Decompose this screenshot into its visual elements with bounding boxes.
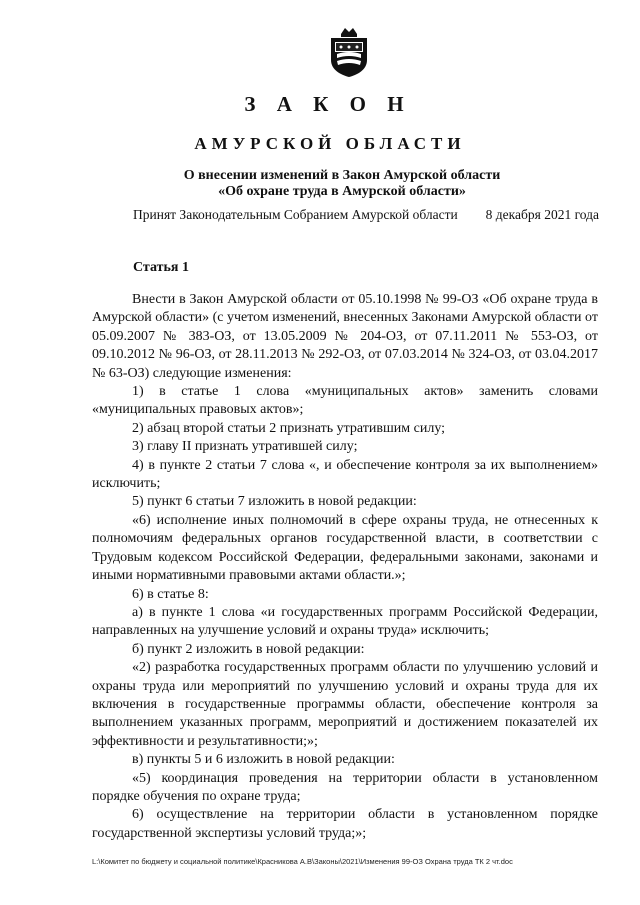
- paragraph: 5) пункт 6 статьи 7 изложить в новой редакции:: [132, 494, 417, 510]
- adoption-date: 8 декабря 2021 года: [485, 207, 599, 222]
- paragraph: в) пункты 5 и 6 изложить в новой редакции:: [132, 752, 395, 768]
- subtitle-line: О внесении изменений в Закон Амурской области: [183, 168, 501, 183]
- document-title: З А К О Н: [244, 92, 412, 116]
- paragraph: 6) в статье 8:: [132, 586, 209, 602]
- paragraph: «5) координация проведения на территории области в установленном порядке обучения по охране труда;: [92, 770, 598, 804]
- document-region: АМУРСКОЙ ОБЛАСТИ: [194, 134, 466, 153]
- paragraph: 1) в статье 1 слова «муниципальных актов» заменить словами «муниципальных правовых актов»;: [92, 384, 598, 418]
- paragraph: 6) осуществление на территории области в установленном порядке государственной экспертизы условий труда;»;: [92, 807, 598, 841]
- article-body: [92, 291, 598, 843]
- adoption-text: Принят Законодательным Собранием Амурской области: [133, 207, 458, 222]
- paragraph: «6) исполнение иных полномочий в сфере охраны труда, не отнесенных к полномочиям федеральных органов государственной власти, в соответствии с Трудовым кодексом Российской Федерации, федеральными законами, законами и иными нормативными правовыми актами области.»;: [92, 512, 598, 584]
- paragraph: Внести в Закон Амурской области от 05.10.1998 № 99-ОЗ «Об охране труда в Амурской области» (с учетом изменений, внесенных Законами Амурской области от 05.09.2007 № 383-ОЗ, от 13.05.2009 № 204-ОЗ, от 07.11.2011 № 553-ОЗ, от 09.10.2012 № 96-ОЗ, от 28.11.2013 № 292-ОЗ, от 07.03.2014 № 324-ОЗ, от 03.04.2017 № 63-ОЗ) следующие изменения:: [92, 292, 598, 381]
- paragraph: 4) в пункте 2 статьи 7 слова «, и обеспечение контроля за их выполнением» исключить;: [92, 457, 598, 492]
- paragraph: а) в пункте 1 слова «и государственных программ Российской Федерации, направленных на улучшение условий и охраны труда» исключить;: [92, 604, 598, 639]
- paragraph: 3) главу II признать утратившей силу;: [132, 439, 358, 455]
- adoption-line: [133, 207, 599, 223]
- coat-of-arms-emblem: [327, 24, 371, 78]
- article-heading: Статья 1: [133, 260, 189, 275]
- paragraph: б) пункт 2 изложить в новой редакции:: [132, 641, 365, 657]
- file-path-footer: L:\Комитет по бюджету и социальной политике\Красникова А.В\Законы\2021\Изменения 99-ОЗ Охрана труда ТК 2 чт.doc: [92, 857, 513, 866]
- paragraph: «2) разработка государственных программ области по улучшению условий и охраны труда или мероприятий по улучшению условий и охраны труда для их включения в государственные программы области, обеспечение контроля за выполнением указанных программ, мероприятий и достижением показателей их эффективности и результативности;»;: [92, 660, 598, 749]
- subtitle-line: «Об охране труда в Амурской области»: [218, 184, 466, 199]
- document-subtitle: [0, 168, 640, 200]
- paragraph: 2) абзац второй статьи 2 признать утратившим силу;: [132, 420, 446, 436]
